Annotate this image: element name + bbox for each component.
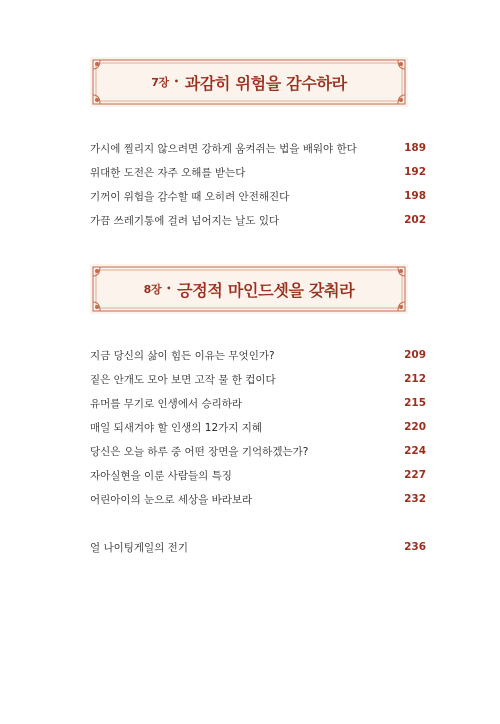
- toc-entry-title: 당신은 오늘 하루 중 어떤 장면을 기억하겠는가?: [90, 445, 309, 458]
- toc-entry-title: 매일 되새겨야 할 인생의 12가지 지혜: [90, 421, 263, 434]
- chapter-8-banner: [90, 264, 408, 314]
- toc-entry[interactable]: [90, 136, 426, 160]
- chapter-title: [90, 57, 408, 107]
- toc-entry-title: 기꺼이 위험을 감수할 때 오히려 안전해진다: [90, 190, 290, 203]
- toc-entry[interactable]: [90, 439, 426, 463]
- toc-entry[interactable]: [90, 343, 426, 367]
- toc-entry-page: 227: [404, 469, 426, 481]
- toc-entry-page: 215: [404, 397, 426, 409]
- toc-entry-page: 198: [404, 190, 426, 202]
- chapter-7-toc: [90, 136, 426, 232]
- toc-entry-page: 212: [404, 373, 426, 385]
- chapter-number: 7장: [151, 76, 169, 89]
- toc-entry-title: 위대한 도전은 자주 오해를 받는다: [90, 166, 246, 179]
- toc-entry-page: 232: [404, 493, 426, 505]
- toc-entry-page: 220: [404, 421, 426, 433]
- toc-entry-title: 가끔 쓰레기통에 걸려 넘어지는 날도 있다: [90, 214, 280, 227]
- epilogue-toc: [90, 535, 426, 559]
- chapter-number: 8장: [143, 283, 162, 296]
- toc-entry[interactable]: [90, 391, 426, 415]
- toc-entry-page: 209: [404, 349, 426, 361]
- toc-entry-page: 224: [404, 445, 426, 457]
- chapter-7-banner: [90, 57, 408, 107]
- toc-entry-title: 자아실현을 이룬 사람들의 특징: [90, 469, 232, 482]
- toc-entry-title: 짙은 안개도 모아 보면 고작 물 한 컵이다: [90, 373, 276, 386]
- toc-entry-page: 192: [404, 166, 426, 178]
- toc-entry-title: 어린아이의 눈으로 세상을 바라보라: [90, 493, 253, 506]
- toc-entry[interactable]: [90, 208, 426, 232]
- toc-entry-title: 지금 당신의 삶이 힘든 이유는 무엇인가?: [90, 349, 275, 362]
- toc-entry[interactable]: [90, 184, 426, 208]
- bullet-icon: •: [166, 283, 172, 293]
- bullet-icon: •: [173, 76, 179, 86]
- toc-entry[interactable]: [90, 160, 426, 184]
- toc-entry[interactable]: [90, 367, 426, 391]
- toc-entry[interactable]: [90, 415, 426, 439]
- toc-entry[interactable]: [90, 463, 426, 487]
- toc-entry-epilogue[interactable]: [90, 535, 426, 559]
- toc-entry-title: 얼 나이팅게일의 전기: [90, 541, 188, 554]
- chapter-title-text: 과감히 위험을 감수하라: [184, 73, 347, 93]
- toc-entry-page: 202: [404, 214, 426, 226]
- toc-entry-title: 가시에 찔리지 않으려면 강하게 움켜쥐는 법을 배워야 한다: [90, 142, 357, 155]
- chapter-title-text: 긍정적 마인드셋을 갖춰라: [177, 280, 355, 300]
- toc-entry-title: 유머를 무기로 인생에서 승리하라: [90, 397, 243, 410]
- toc-entry[interactable]: [90, 487, 426, 511]
- chapter-title: [90, 264, 408, 314]
- chapter-8-toc: [90, 343, 426, 511]
- toc-entry-page: 189: [404, 142, 426, 154]
- toc-entry-page: 236: [404, 541, 426, 553]
